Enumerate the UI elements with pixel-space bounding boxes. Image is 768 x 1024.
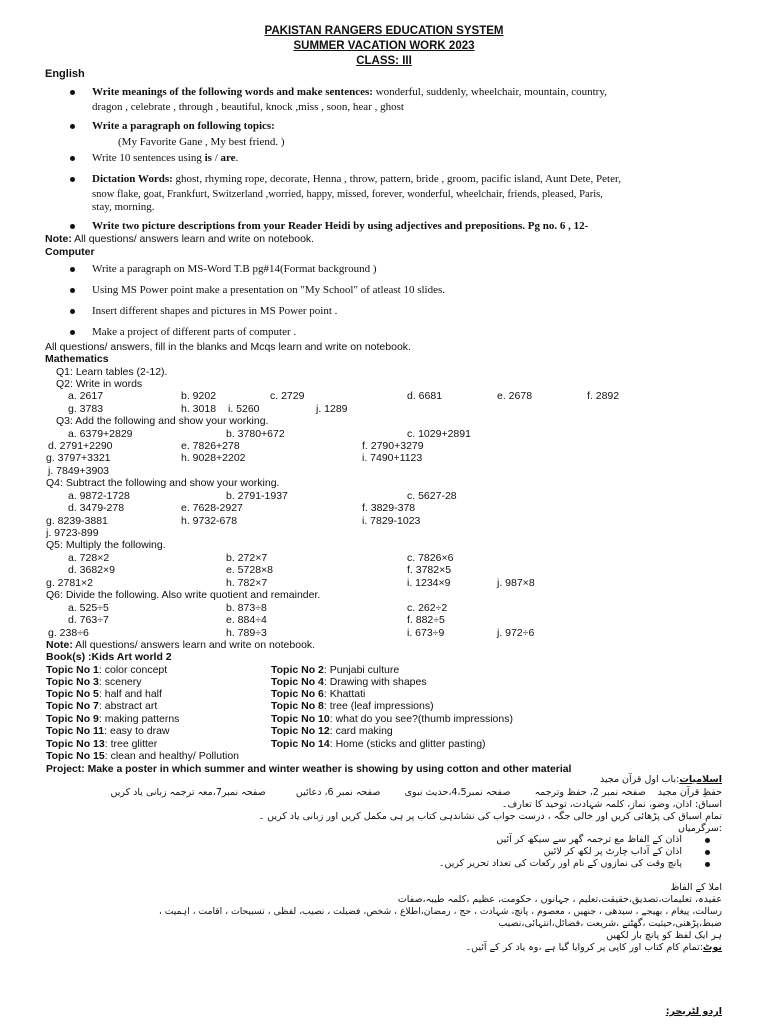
art-topic: Topic No 15: clean and healthy/ Pollution — [46, 750, 239, 762]
math-q6-item: j. 972÷6 — [497, 627, 535, 639]
math-q3-item: i. 7490+1123 — [362, 452, 423, 464]
bullet-icon — [70, 330, 75, 335]
bullet-icon — [70, 267, 75, 272]
math-q2-item: e. 2678 — [497, 390, 533, 402]
math-q2: Q2: Write in words — [56, 378, 143, 390]
art-project: Project: Make a poster in which summer and winter weather is showing by using cotton and other material — [46, 764, 572, 775]
computer-item-4: Make a project of different parts of computer . — [92, 326, 297, 338]
math-q3-item: j. 7849+3903 — [48, 465, 110, 477]
math-q4-item: g. 8239-3881 — [46, 515, 108, 527]
islamiat-line1: حفظِ قرآن مجید صفحہ نمبر 2، حفظ وترجمہ صفحہ نمبر4،5،حدیث نبوی صفحہ نمبر 6، دعائیں صفحہ نمبر7،معہ ترجمہ زبانی یاد کریں — [110, 787, 722, 798]
math-q4-item: d. 3479-278 — [68, 502, 125, 514]
art-topic: Topic No 2: Punjabi culture — [271, 664, 400, 676]
math-q5-item: b. 272×7 — [226, 552, 268, 564]
math-q6-item: g. 238÷6 — [48, 627, 89, 639]
math-q3-item: d. 2791+2290 — [48, 440, 113, 452]
english-item-4-line3: stay, morning. — [92, 201, 155, 213]
math-q3-item: h. 9028+2202 — [181, 452, 246, 464]
bullet-icon — [705, 838, 710, 843]
math-q5-item: g. 2781×2 — [46, 577, 94, 589]
islamiat-note: نوٹ:تمام کام کتاب اور کاپی پر کروایا گیا ہے ،وہ یاد کر کے آئیں۔ — [465, 942, 722, 953]
math-q3-item: f. 2790+3279 — [362, 440, 424, 452]
english-note: Note: All questions/ answers learn and write on notebook. — [45, 233, 315, 245]
math-q4: Q4: Subtract the following and show your working. — [46, 477, 280, 489]
math-q6-item: i. 673÷9 — [407, 627, 445, 639]
bullet-icon — [705, 862, 710, 867]
bullet-icon — [70, 124, 75, 129]
math-q6-item: c. 262÷2 — [407, 602, 448, 614]
bullet-icon — [70, 288, 75, 293]
art-topic: Topic No 1: color concept — [46, 664, 168, 676]
art-topic: Topic No 5: half and half — [46, 688, 162, 700]
art-topic: Topic No 3: scenery — [46, 676, 142, 688]
math-q6-item: h. 789÷3 — [226, 627, 267, 639]
math-q4-item: i. 7829-1023 — [362, 515, 421, 527]
art-heading: Book(s) :Kids Art world 2 — [46, 651, 172, 663]
math-q4-item: h. 9732-678 — [181, 515, 238, 527]
math-q2-item: g. 3783 — [68, 403, 104, 415]
math-q5-item: e. 5728×8 — [226, 564, 274, 576]
islamiat-line3: تمام اسباق کی پڑھائی کریں اور خالی جگہ ، درست جواب کی نشاندہی کتاب پر ہی مکمل کریں اور زبانی یاد کریں ۔ — [258, 811, 722, 822]
math-q4-item: b. 2791-1937 — [226, 490, 288, 502]
islamiat-activity: اذان کے آداب چارٹ پر لکھ کر لائیں — [543, 846, 682, 857]
english-item-3: Write 10 sentences using is / are. — [92, 152, 239, 164]
imla-line2: رسالت، پیغام ، بھیجے ، سیدھی ، جنھیں ، معصوم ، پانچ، شہادت ، حج ، رمضان،اطلاع ، شخص، فضیلت ، نصیب، لفظی ، تسبیحات ، اقامت ، اہمیت ، — [158, 906, 722, 917]
math-q6-item: d. 763÷7 — [68, 614, 109, 626]
bullet-icon — [70, 90, 75, 95]
math-q3-item: c. 1029+2891 — [407, 428, 471, 440]
art-topic: Topic No 10: what do you see?(thumb impressions) — [271, 713, 513, 725]
math-heading: Mathematics — [45, 353, 109, 365]
math-q6-item: e. 884÷4 — [226, 614, 267, 626]
math-q5: Q5: Multiply the following. — [46, 539, 166, 551]
computer-item-3: Insert different shapes and pictures in MS Power point . — [92, 305, 338, 317]
english-item-5: Write two picture descriptions from your Reader Heidi by using adjectives and prepositions. Pg no. 6 , 12- — [92, 220, 589, 232]
english-heading: English — [45, 68, 85, 80]
islamiat-activity: پانچ وقت کی نمازوں کے نام اور رکعات کی تعداد تحریر کریں۔ — [438, 858, 682, 869]
art-topic: Topic No 9: making patterns — [46, 713, 180, 725]
math-q4-item: e. 7628-2927 — [181, 502, 243, 514]
math-note: Note: All questions/ answers learn and write on notebook. — [46, 639, 316, 651]
math-q2-item: a. 2617 — [68, 390, 104, 402]
imla-line3: ضبط،پڑھنی،حیثیت ،گھٹنے ،شریعت ،فضائل،انتہائی،نصیب — [498, 918, 722, 929]
math-q2-item: c. 2729 — [270, 390, 305, 402]
org-title: PAKISTAN RANGERS EDUCATION SYSTEM — [264, 25, 504, 37]
math-q2-item: j. 1289 — [316, 403, 348, 415]
imla-line4: ہر ایک لفظ کو پانچ بار لکھیں — [606, 930, 722, 941]
math-q3: Q3: Add the following and show your working. — [56, 415, 269, 427]
math-q5-item: c. 7826×6 — [407, 552, 454, 564]
english-item-4: Dictation Words: ghost, rhyming rope, decorate, Henna , throw, pattern, bride , groom, pacific island, Aunt Dete, Peter, — [92, 173, 621, 185]
math-q6: Q6: Divide the following. Also write quotient and remainder. — [46, 589, 321, 601]
math-q5-item: a. 728×2 — [68, 552, 110, 564]
bullet-icon — [705, 850, 710, 855]
islamiat-activities-heading: :سرگرمیاں — [678, 823, 722, 834]
math-q2-item: i. 5260 — [228, 403, 260, 415]
math-q4-item: c. 5627-28 — [407, 490, 457, 502]
math-q1: Q1: Learn tables (2-12). — [56, 366, 168, 378]
english-item-1: Write meanings of the following words and make sentences: wonderful, suddenly, wheelchair, mountain, country, — [92, 86, 607, 98]
math-q3-item: b. 3780+672 — [226, 428, 285, 440]
math-q6-item: b. 873÷8 — [226, 602, 267, 614]
art-topic: Topic No 14: Home (sticks and glitter pasting) — [271, 738, 486, 750]
art-topic: Topic No 7: abstract art — [46, 700, 158, 712]
math-q2-item: d. 6681 — [407, 390, 443, 402]
urdu-literature-heading: اردو لٹریچر: — [665, 1006, 722, 1017]
math-q2-item: f. 2892 — [587, 390, 620, 402]
doc-title: SUMMER VACATION WORK 2023 — [293, 40, 475, 52]
bullet-icon — [70, 224, 75, 229]
math-q6-item: a. 525÷5 — [68, 602, 109, 614]
math-q4-item: j. 9723-899 — [46, 527, 99, 539]
computer-note: All questions/ answers, fill in the blanks and Mcqs learn and write on notebook. — [45, 341, 411, 353]
islamiat-activity: اذان کے الفاظ مع ترجمہ گھر سے سیکھ کر آئیں — [496, 834, 682, 845]
art-topic: Topic No 8: tree (leaf impressions) — [271, 700, 434, 712]
math-q5-item: i. 1234×9 — [407, 577, 451, 589]
math-q5-item: d. 3682×9 — [68, 564, 116, 576]
art-topic: Topic No 11: easy to draw — [46, 725, 170, 737]
math-q2-item: b. 9202 — [181, 390, 217, 402]
math-q5-item: f. 3782×5 — [407, 564, 452, 576]
islamiat-heading: اسلامیات:باب اول قرآن مجید — [599, 774, 722, 785]
math-q5-item: j. 987×8 — [497, 577, 535, 589]
math-q4-item: a. 9872-1728 — [68, 490, 130, 502]
english-item-2: Write a paragraph on following topics: — [92, 120, 275, 132]
english-item-4-line2: snow flake, goat, Frankfurt, Switzerland ,worried, happy, missed, forever, wonderful, wheelchair, friends, pleased, Paris, — [92, 189, 603, 200]
class-title: CLASS: III — [356, 55, 412, 67]
computer-heading: Computer — [45, 246, 95, 258]
math-q5-item: h. 782×7 — [226, 577, 268, 589]
math-q4-item: f. 3829-378 — [362, 502, 416, 514]
art-topic: Topic No 4: Drawing with shapes — [271, 676, 427, 688]
bullet-icon — [70, 156, 75, 161]
math-q3-item: g. 3797+3321 — [46, 452, 111, 464]
imla-line1: عقیدہ، تعلیمات،تصدیق،حقیقت،تعلیم ، جہانوں ، حکومت، عظیم ،کلمہ طیبہ،صفات — [397, 894, 722, 905]
art-topic: Topic No 6: Khattati — [271, 688, 366, 700]
math-q2-item: h. 3018 — [181, 403, 217, 415]
art-topic: Topic No 13: tree glitter — [46, 738, 158, 750]
math-q3-item: e. 7826+278 — [181, 440, 240, 452]
bullet-icon — [70, 309, 75, 314]
english-item-1-line2: dragon , celebrate , through , beautiful, knock ,miss , soon, hear , ghost — [92, 101, 404, 113]
imla-heading: املا کے الفاظ — [670, 882, 722, 893]
math-q3-item: a. 6379+2829 — [68, 428, 133, 440]
islamiat-line2: اسباق: اذان، وضو، نماز، کلمہ شہادت، توحید کا تعارف۔ — [501, 799, 722, 810]
english-item-2-line2: (My Favorite Gane , My best friend. ) — [118, 136, 285, 148]
bullet-icon — [70, 177, 75, 182]
math-q6-item: f. 882÷5 — [407, 614, 445, 626]
art-topic: Topic No 12: card making — [271, 725, 393, 737]
computer-item-2: Using MS Power point make a presentation on "My School" of atleast 10 slides. — [92, 284, 445, 296]
computer-item-1: Write a paragraph on MS-Word T.B pg#14(Format background ) — [92, 263, 377, 275]
